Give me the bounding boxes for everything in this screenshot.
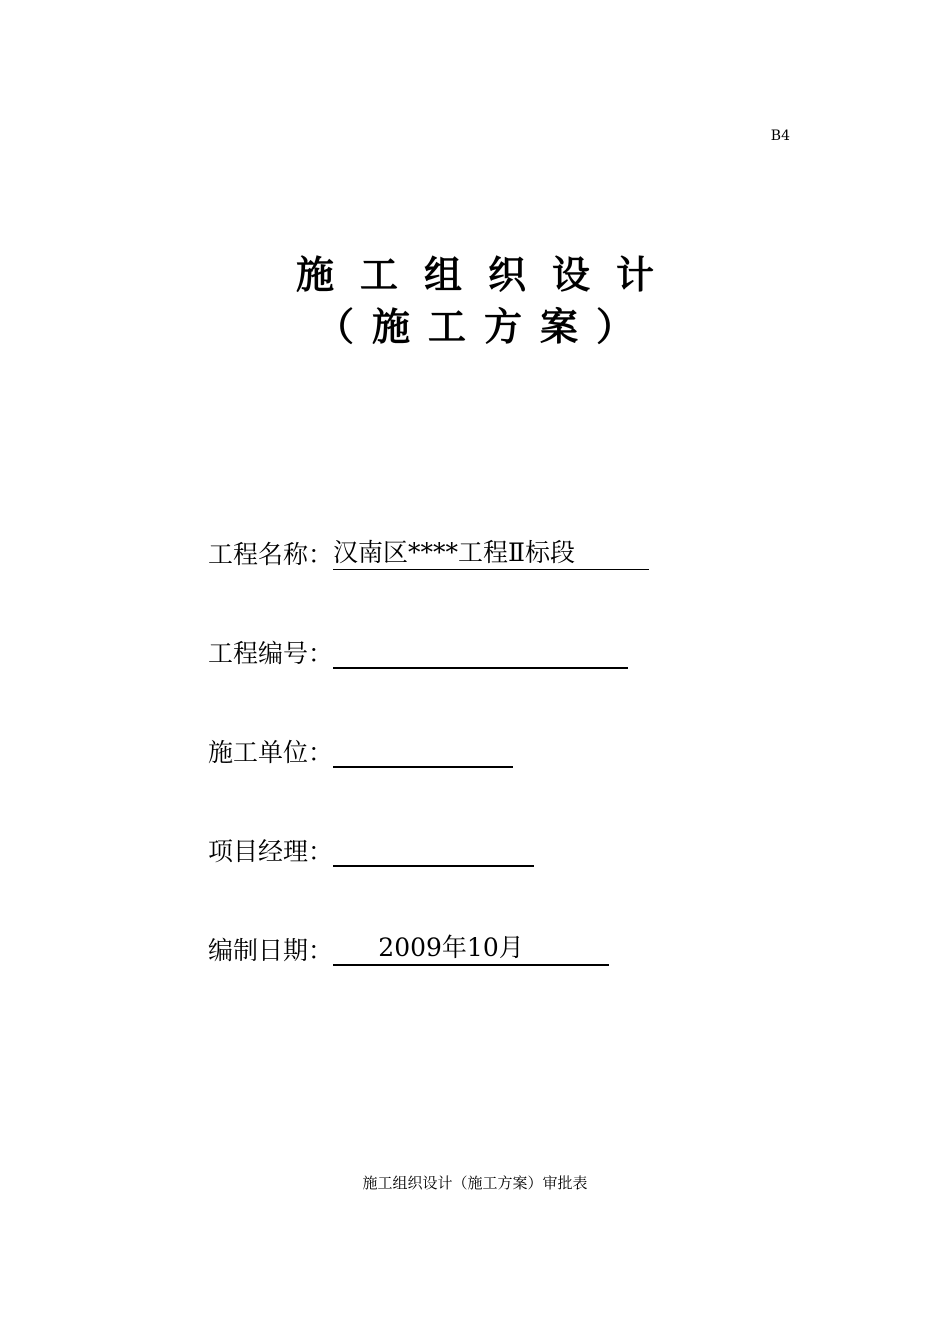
project-manager-value xyxy=(333,837,534,867)
field-project-number xyxy=(208,629,649,669)
project-name-value: 汉南区****工程Ⅱ标段 xyxy=(333,538,649,570)
field-project-manager xyxy=(208,827,649,867)
field-compile-date xyxy=(208,926,649,966)
project-number-value xyxy=(333,639,628,669)
field-construction-unit xyxy=(208,728,649,768)
construction-unit-value xyxy=(333,738,513,768)
compile-date-label: 编制日期： xyxy=(208,936,334,965)
page-code: B4 xyxy=(770,128,790,144)
construction-unit-label: 施工单位： xyxy=(208,738,334,767)
project-name-label: 工程名称： xyxy=(208,540,334,569)
compile-date-value: 2009年10月 xyxy=(333,933,609,966)
footer-caption: 施工组织设计（施工方案）审批表 xyxy=(362,1174,588,1192)
document-title: 施工组织设计 xyxy=(295,252,680,297)
form-fields xyxy=(208,530,649,1025)
project-manager-label: 项目经理： xyxy=(208,837,334,866)
document-subtitle: （施工方案） xyxy=(315,304,652,349)
project-number-label: 工程编号： xyxy=(208,639,334,668)
field-project-name xyxy=(208,530,649,570)
